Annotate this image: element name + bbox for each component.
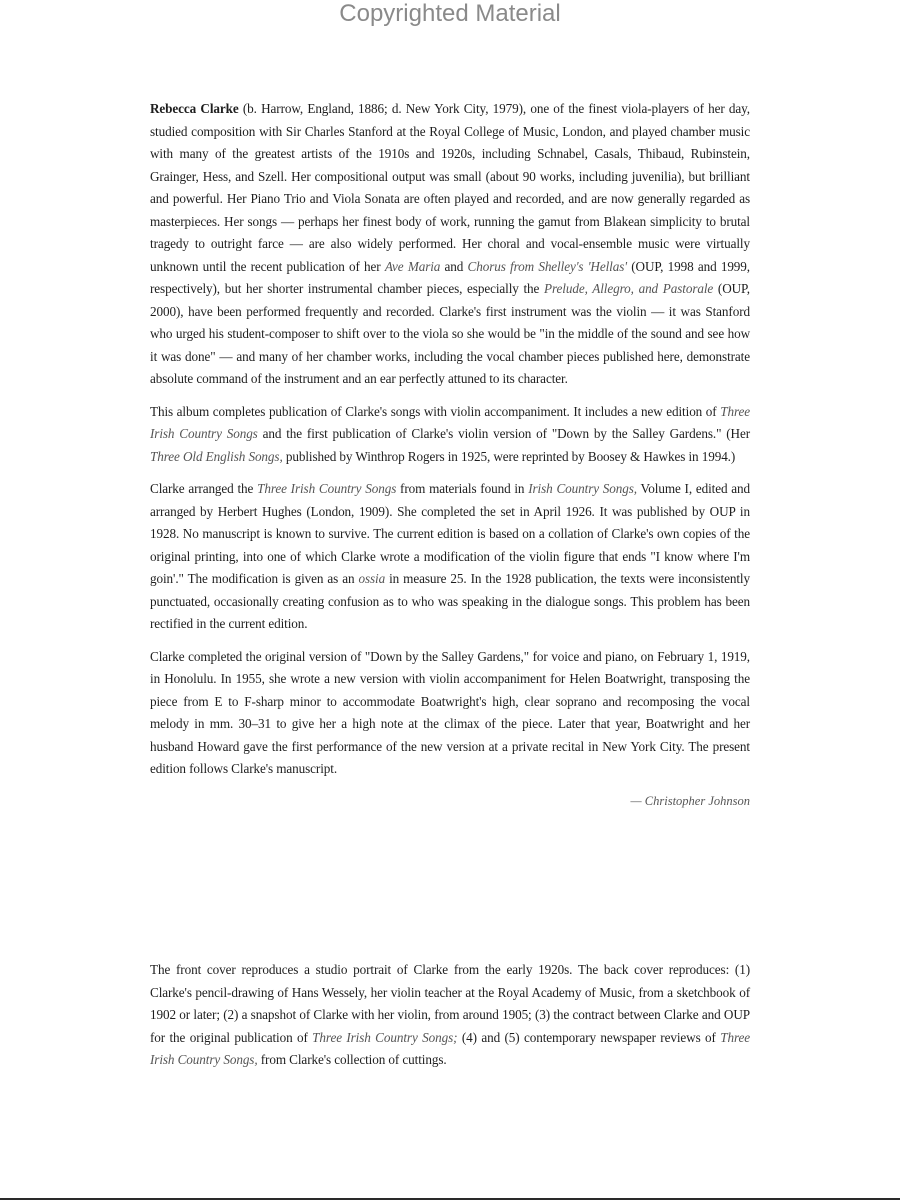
work-title: Three Irish Country Songs; — [312, 1029, 458, 1045]
work-title: Three Irish Country Songs — [150, 403, 750, 441]
work-title: Three Old English Songs, — [150, 448, 283, 464]
work-title: Three Irish Country Songs — [257, 481, 397, 496]
text-span: and the first publication of Clarke's violin version of "Down by the Salley Gardens." (Her — [257, 426, 750, 441]
main-text — [150, 98, 750, 811]
text-span: from materials found in — [396, 481, 529, 496]
text-span: from Clarke's collection of cuttings. — [257, 1052, 447, 1067]
text-span: (OUP, 1998 and 1999, respectively), but her shorter instrumental chamber pieces, especially the — [150, 258, 750, 296]
paragraph-salley-gardens — [150, 646, 750, 781]
paragraph-cover-description — [150, 959, 750, 1072]
text-span: published by Winthrop Rogers in 1925, were reprinted by Boosey & Hawkes in 1994.) — [282, 448, 736, 464]
work-title: Ave Maria — [384, 258, 441, 274]
text-span: The front cover reproduces a studio portrait of Clarke from the early 1920s. The back cover reproduces: (1) Clarke's pencil-drawing of Hans Wessely, her violin teacher at the Royal Academy of Music, from a sketchbook of 1902 or later; (2) a snapshot of Clarke with her violin, from around 1905; (3) the contract between Clarke and OUP for the original publication of — [150, 962, 750, 1045]
text-span: Volume I, edited and arranged by Herbert Hughes (London, 1909). She completed the set in April 1926. It was published by OUP in 1928. No manuscript is known to survive. The current edition is based on a collation of Clarke's own copies of the original printing, into one of which Clarke wrote a modification of the violin figure that ends "I know where I'm goin'." The modification is given as an — [150, 481, 750, 586]
text-span: (b. Harrow, England, 1886; d. New York City, 1979), one of the finest viola-players of her day, studied composition with Sir Charles Stanford at the Royal College of Music, London, and played chamber music with many of the greatest artists of the 1910s and 1920s, including Schnabel, Casals, Thibaud, Rubinstein, Grainger, Hess, and Szell. Her compositional output was small (about 90 works, including juvenilia), but brilliant and powerful. Her Piano Trio and Viola Sonata are often played and recorded, and are now generally regarded as masterpieces. Her songs — perhaps her finest body of work, running the gamut from Blakean simplicity to brutal tragedy to outright farce — are also widely performed. Her choral and vocal-ensemble music were virtually unknown until the recent publication of her — [150, 101, 750, 274]
copyright-watermark: Copyrighted Material — [339, 0, 561, 27]
paragraph-irish-songs — [150, 478, 750, 636]
paragraph-album — [150, 401, 750, 469]
text-span: (OUP, 2000), have been performed frequently and recorded. Clarke's first instrument was the violin — it was Stanford who urged his student-composer to shift over to the viola so she would be "in the middle of the sound and see how it was done" — and many of her chamber works, including the vocal chamber pieces published here, demonstrate absolute command of the instrument and an ear perfectly attuned to its character. — [150, 281, 751, 386]
cover-note — [150, 959, 750, 1072]
term-ossia: ossia — [358, 571, 386, 586]
work-title: Prelude, Allegro, and Pastorale — [544, 281, 714, 296]
text-span: This album completes publication of Clarke's songs with violin accompaniment. It includes a new edition of — [150, 403, 721, 419]
text-span: (4) and (5) contemporary newspaper reviews of — [457, 1029, 721, 1045]
paragraph-biography — [150, 98, 750, 391]
text-span: Clarke completed the original version of "Down by the Salley Gardens," for voice and piano, on February 1, 1919, in Honolulu. In 1955, she wrote a new version with violin accompaniment for Helen Boatwright, transposing the piece from E to F-sharp minor to accommodate Boatwright's high, clear soprano and recomposing the vocal melody in mm. 30–31 to give her a high note at the climax of the piece. Later that year, Boatwright and her husband Howard gave the first performance of the new version at a private recital in New York City. The present edition follows Clarke's manuscript. — [150, 648, 750, 776]
work-title: Three Irish Country Songs, — [150, 1029, 750, 1067]
composer-name: Rebecca Clarke — [150, 101, 239, 116]
work-title: Chorus from Shelley's 'Hellas' — [467, 258, 627, 274]
text-span: Clarke arranged the — [150, 481, 258, 496]
work-title: Irish Country Songs, — [528, 481, 637, 496]
author-signature: — Christopher Johnson — [630, 793, 750, 808]
text-span: in measure 25. In the 1928 publication, the texts were inconsistently punctuated, occasionally creating confusion as to who was speaking in the dialogue songs. This problem has been rectified in the current edition. — [150, 571, 750, 631]
text-span: and — [440, 258, 468, 274]
